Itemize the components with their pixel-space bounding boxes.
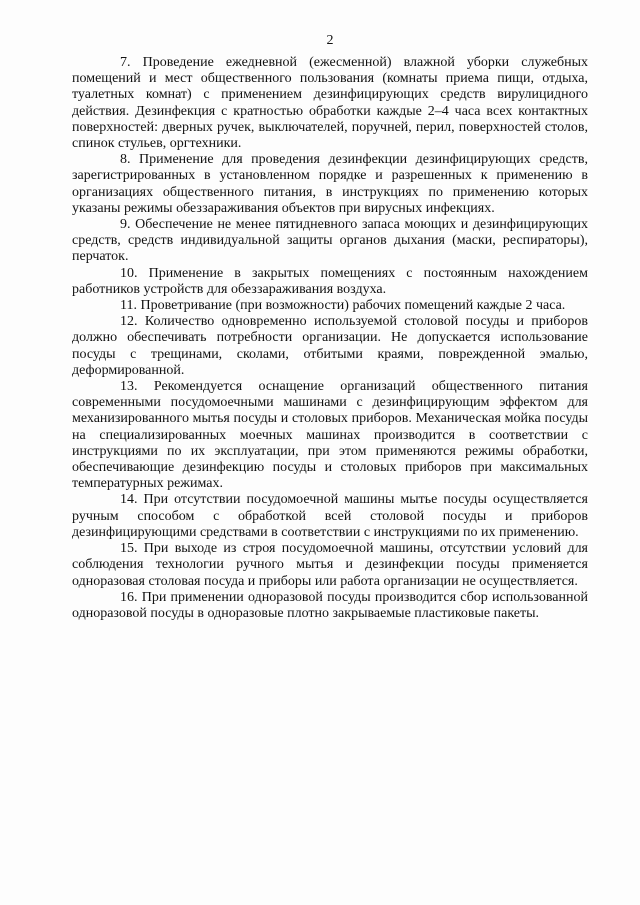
document-body <box>72 55 588 622</box>
paragraph-item-11: 11. Проветривание (при возможности) рабочих помещений каждые 2 часа. <box>120 298 566 314</box>
paragraph-item-7: 7. Проведение ежедневной (ежесменной) влажной уборки служебных помещений и мест общественного пользования (комнаты приема пищи, отдыха, туалетных комнат) с применением дезинфицирующих средств вирулицидного действия. Дезинфекция с кратностью обработки каждые 2–4 часа всех контактных поверхностей: дверных ручек, выключателей, поручней, перил, поверхностей столов, спинок стульев, оргтехники. <box>72 55 588 152</box>
page-number: 2 <box>326 33 334 48</box>
paragraph-item-16: 16. При применении одноразовой посуды производится сбор использованной одноразовой посуды в одноразовые плотно закрываемые пластиковые пакеты. <box>72 589 588 621</box>
paragraph-item-12: 12. Количество одновременно используемой столовой посуды и приборов должно обеспечивать потребности организации. Не допускается использование посуды с трещинами, сколами, отбитыми краями, поврежденной эмалью, деформированной. <box>72 314 588 378</box>
paragraph-item-8: 8. Применение для проведения дезинфекции дезинфицирующих средств, зарегистрированных в установленном порядке и разрешенных к применению в организациях общественного питания, в инструкциях по применению которых указаны режимы обеззараживания объектов при вирусных инфекциях. <box>72 152 588 216</box>
paragraph-item-13: 13. Рекомендуется оснащение организаций общественного питания современными посудомоечными машинами с дезинфицирующим эффектом для механизированного мытья посуды и столовых приборов. Механическая мойка посуды на специализированных моечных машинах производится в соответствии с инструкциями по их эксплуатации, при этом применяются режимы обработки, обеспечивающие дезинфекцию посуды и столовых приборов при максимальных температурных режимах. <box>72 379 588 492</box>
paragraph-item-14: 14. При отсутствии посудомоечной машины мытье посуды осуществляется ручным способом с обработкой всей столовой посуды и приборов дезинфицирующими средствами в соответствии с инструкциями по их применению. <box>72 492 588 540</box>
paragraph-item-9: 9. Обеспечение не менее пятидневного запаса моющих и дезинфицирующих средств, средств индивидуальной защиты органов дыхания (маски, респираторы), перчаток. <box>72 217 588 265</box>
paragraph-item-10: 10. Применение в закрытых помещениях с постоянным нахождением работников устройств для обеззараживания воздуха. <box>72 265 588 297</box>
paragraph-item-15: 15. При выходе из строя посудомоечной машины, отсутствии условий для соблюдения технологии ручного мытья и дезинфекции посуды применяется одноразовая столовая посуда и приборы или работа организации не осуществляется. <box>72 541 588 589</box>
